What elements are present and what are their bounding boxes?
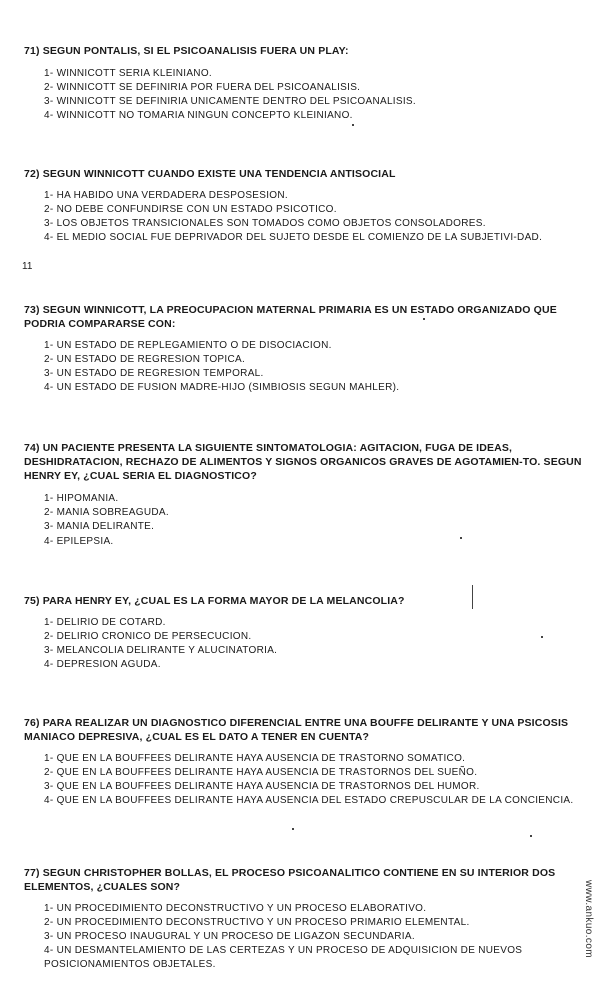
answer-option: 4- QUE EN LA BOUFFEES DELIRANTE HAYA AUSENCIA DEL ESTADO CREPUSCULAR DE LA CONCIENCIA. [44, 795, 574, 806]
answer-option: 4- WINNICOTT NO TOMARIA NINGUN CONCEPTO KLEINIANO. [44, 110, 353, 121]
answer-option: 2- UN ESTADO DE REGRESION TOPICA. [44, 354, 246, 365]
question-stem: 73) SEGUN WINNICOTT, LA PREOCUPACION MATERNAL PRIMARIA ES UN ESTADO ORGANIZADO QUE PODRIA COMPARARSE CON: [24, 304, 557, 330]
question-stem: 72) SEGUN WINNICOTT CUANDO EXISTE UNA TENDENCIA ANTISOCIAL [24, 168, 396, 180]
scan-speck [352, 124, 354, 126]
answer-option: 2- QUE EN LA BOUFFEES DELIRANTE HAYA AUSENCIA DE TRASTORNOS DEL SUEÑO. [44, 767, 478, 778]
answer-option: 2- UN PROCEDIMIENTO DECONSTRUCTIVO Y UN PROCESO PRIMARIO ELEMENTAL. [44, 917, 470, 928]
answer-option: 3- MANIA DELIRANTE. [44, 521, 155, 532]
scan-speck [292, 828, 294, 830]
answer-option: 1- UN PROCEDIMIENTO DECONSTRUCTIVO Y UN PROCESO ELABORATIVO. [44, 903, 427, 914]
answer-option: 1- WINNICOTT SERIA KLEINIANO. [44, 68, 212, 79]
question-stem: 76) PARA REALIZAR UN DIAGNOSTICO DIFERENCIAL ENTRE UNA BOUFFE DELIRANTE Y UNA PSICOSIS MANIACO DEPRESIVA, ¿CUAL ES EL DATO A TENER EN CUENTA? [24, 717, 569, 743]
answer-option: 1- UN ESTADO DE REPLEGAMIENTO O DE DISOCIACION. [44, 340, 332, 351]
answer-option: 1- HA HABIDO UNA VERDADERA DESPOSESION. [44, 190, 288, 201]
answer-option: 3- LOS OBJETOS TRANSICIONALES SON TOMADOS COMO OBJETOS CONSOLADORES. [44, 218, 486, 229]
watermark: www.ankuo.com [583, 880, 594, 959]
answer-option: 2- WINNICOTT SE DEFINIRIA POR FUERA DEL PSICOANALISIS. [44, 82, 361, 93]
answer-option: 1- DELIRIO DE COTARD. [44, 617, 166, 628]
answer-option: 3- WINNICOTT SE DEFINIRIA UNICAMENTE DENTRO DEL PSICOANALISIS. [44, 96, 416, 107]
question-stem: 74) UN PACIENTE PRESENTA LA SIGUIENTE SINTOMATOLOGIA: AGITACION, FUGA DE IDEAS, DESHIDRATACION, RECHAZO DE ALIMENTOS Y SIGNOS ORGANICOS GRAVES DE AGOTAMIEN-TO. SEGUN HENRY EY, ¿CUAL SERIA EL DIAGNOSTICO? [24, 442, 582, 482]
answer-option: 2- DELIRIO CRONICO DE PERSECUCION. [44, 631, 252, 642]
answer-option: 1- QUE EN LA BOUFFEES DELIRANTE HAYA AUSENCIA DE TRASTORNO SOMATICO. [44, 753, 466, 764]
answer-option: 2- NO DEBE CONFUNDIRSE CON UN ESTADO PSICOTICO. [44, 204, 337, 215]
scan-speck [472, 585, 473, 609]
scan-speck [530, 835, 532, 837]
answer-option: 4- EPILEPSIA. [44, 536, 114, 547]
answer-option: 1- HIPOMANIA. [44, 493, 119, 504]
margin-mark: 11 [22, 261, 33, 272]
question-stem: 75) PARA HENRY EY, ¿CUAL ES LA FORMA MAYOR DE LA MELANCOLIA? [24, 595, 405, 607]
answer-option: 2- MANIA SOBREAGUDA. [44, 507, 169, 518]
answer-option: 3- UN PROCESO INAUGURAL Y UN PROCESO DE LIGAZON SECUNDARIA. [44, 931, 415, 942]
answer-option: 4- UN DESMANTELAMIENTO DE LAS CERTEZAS Y UN PROCESO DE ADQUISICION DE NUEVOS POSICIONAMIENTOS OBJETALES. [44, 945, 523, 970]
answer-option: 4- DEPRESION AGUDA. [44, 659, 161, 670]
scan-speck [423, 318, 425, 320]
answer-option: 3- MELANCOLIA DELIRANTE Y ALUCINATORIA. [44, 645, 278, 656]
answer-option: 3- UN ESTADO DE REGRESION TEMPORAL. [44, 368, 264, 379]
question-stem: 71) SEGUN PONTALIS, SI EL PSICOANALISIS FUERA UN PLAY: [24, 45, 349, 57]
answer-option: 3- QUE EN LA BOUFFEES DELIRANTE HAYA AUSENCIA DE TRASTORNOS DEL HUMOR. [44, 781, 480, 792]
answer-option: 4- EL MEDIO SOCIAL FUE DEPRIVADOR DEL SUJETO DESDE EL COMIENZO DE LA SUBJETIVI-DAD. [44, 232, 543, 243]
answer-option: 4- UN ESTADO DE FUSION MADRE-HIJO (SIMBIOSIS SEGUN MAHLER). [44, 382, 400, 393]
scan-speck [460, 537, 462, 539]
scan-speck [541, 636, 543, 638]
question-stem: 77) SEGUN CHRISTOPHER BOLLAS, EL PROCESO PSICOANALITICO CONTIENE EN SU INTERIOR DOS ELEMENTOS, ¿CUALES SON? [24, 867, 556, 893]
